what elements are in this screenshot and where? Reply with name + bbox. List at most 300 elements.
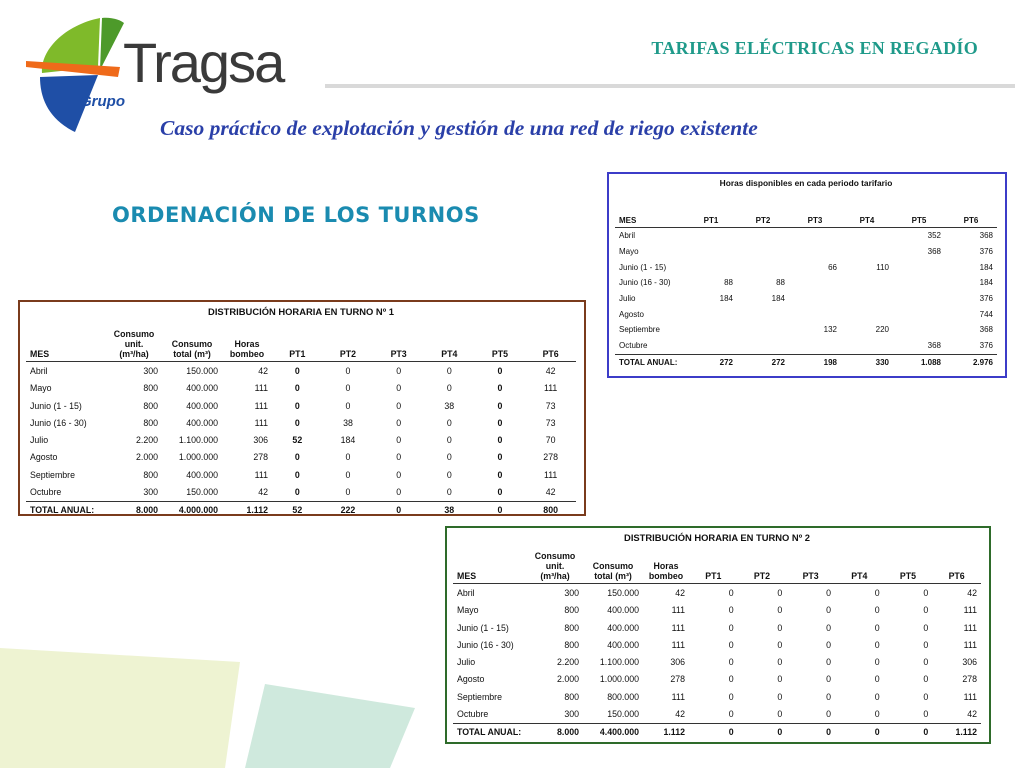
table-cell: 0 <box>497 435 503 446</box>
data-table <box>453 551 981 741</box>
column-header: Consumo total (m³) <box>592 561 634 582</box>
table-cell <box>737 306 789 322</box>
table-cell: 0 <box>728 587 734 598</box>
table-cell: 52 <box>292 435 303 446</box>
table-cell: 272 <box>719 357 733 367</box>
table-cell: 400.000 <box>186 469 218 480</box>
table-cell: 88 <box>724 278 733 288</box>
table-cell <box>685 228 737 244</box>
table-cell: 52 <box>292 505 303 516</box>
table-row <box>615 244 997 260</box>
table-cell: 2.000 <box>556 674 579 685</box>
row-label: Septiembre <box>30 469 75 480</box>
table-cell: 0 <box>874 727 880 738</box>
table-cell: 111 <box>671 605 685 616</box>
table-cell: 0 <box>497 469 503 480</box>
table-cell: 150.000 <box>607 709 639 720</box>
table-cell: 278 <box>962 674 977 685</box>
table-cell: 222 <box>340 505 356 516</box>
column-header: Consumo total (m³) <box>171 339 213 360</box>
table-cell <box>737 322 789 338</box>
table-caption: DISTRIBUCIÓN HORARIA EN TURNO Nº 1 <box>208 306 394 317</box>
table-cell: 0 <box>728 691 734 702</box>
table-row <box>615 259 997 275</box>
column-header: PT5 <box>911 215 927 225</box>
table-cell: 272 <box>771 357 785 367</box>
table-cell: 111 <box>254 417 268 428</box>
table-cell: 0 <box>777 691 783 702</box>
table-row <box>26 380 576 397</box>
table-cell: 0 <box>826 709 831 720</box>
column-header: PT6 <box>963 215 979 225</box>
table-cell: 4.000.000 <box>178 505 218 516</box>
row-label: Septiembre <box>457 691 502 702</box>
table-cell: 0 <box>497 365 503 376</box>
table-cell: 1.000.000 <box>599 674 639 685</box>
column-header: MES <box>457 571 477 582</box>
table-cell: 376 <box>979 341 993 351</box>
table-cell: 0 <box>294 417 300 428</box>
table-cell: 368 <box>979 325 993 335</box>
table-cell: 0 <box>826 622 831 633</box>
table-cell <box>789 275 841 291</box>
table-cell: 0 <box>826 639 831 650</box>
table-cell: 0 <box>777 727 783 738</box>
table-cell: 0 <box>294 383 300 394</box>
column-header: PT1 <box>705 571 722 582</box>
table-cell: 800 <box>543 505 558 516</box>
table-cell: 111 <box>963 622 977 633</box>
table-cell: 0 <box>345 383 351 394</box>
table-cell: 0 <box>728 674 734 685</box>
table-row <box>615 275 997 291</box>
table-cell: 0 <box>923 639 929 650</box>
table-cell: 0 <box>396 365 402 376</box>
column-header: PT1 <box>703 215 719 225</box>
table-cell: 0 <box>497 452 503 463</box>
data-table <box>26 329 576 519</box>
table-cell <box>685 322 737 338</box>
table-cell: 0 <box>728 709 734 720</box>
table-cell: 42 <box>675 587 685 598</box>
table-cell: 0 <box>777 587 783 598</box>
row-label: TOTAL ANUAL: <box>30 505 95 516</box>
column-header: PT6 <box>542 349 559 360</box>
logo-wordmark: Tragsa <box>123 31 284 94</box>
table-turno-1 <box>18 300 586 516</box>
row-label: Junio (16 - 30) <box>619 278 671 288</box>
table-cell: 0 <box>497 400 503 411</box>
column-header: PT2 <box>755 215 771 225</box>
table-cell: 0 <box>874 674 880 685</box>
table-cell <box>841 306 893 322</box>
row-label: Julio <box>30 435 49 446</box>
table-cell: 2.000 <box>135 452 158 463</box>
table-cell: 400.000 <box>186 400 218 411</box>
table-cell: 368 <box>979 231 993 241</box>
table-cell: 111 <box>254 469 268 480</box>
table-row <box>615 338 997 354</box>
row-label: Mayo <box>457 605 479 616</box>
table-cell: 0 <box>446 435 452 446</box>
table-cell: 2.200 <box>556 657 579 668</box>
table-cell: 0 <box>497 383 503 394</box>
column-header: MES <box>30 349 50 360</box>
table-cell: 278 <box>670 674 685 685</box>
table-cell: 0 <box>396 487 402 498</box>
table-cell <box>737 259 789 275</box>
table-cell: 0 <box>874 639 880 650</box>
table-cell: 278 <box>253 452 268 463</box>
table-cell: 306 <box>253 435 268 446</box>
table-cell: 0 <box>874 587 880 598</box>
table-row <box>615 228 997 244</box>
row-label: Mayo <box>619 247 639 257</box>
table-cell: 0 <box>446 383 452 394</box>
table-cell: 111 <box>671 622 685 633</box>
table-cell: 8.000 <box>556 727 579 738</box>
table-row <box>615 291 997 307</box>
table-cell: 1.100.000 <box>599 657 639 668</box>
table-cell: 352 <box>927 231 941 241</box>
table-row <box>453 619 981 636</box>
table-cell: 0 <box>294 452 300 463</box>
row-label: Junio (16 - 30) <box>30 417 87 428</box>
row-label: Agosto <box>457 674 485 685</box>
table-cell: 4.400.000 <box>599 727 639 738</box>
table-row <box>453 671 981 688</box>
column-header: PT3 <box>807 215 823 225</box>
table-row <box>453 602 981 619</box>
table-cell: 300 <box>564 709 579 720</box>
row-label: Octubre <box>457 709 489 720</box>
row-label: Octubre <box>30 487 62 498</box>
table-cell: 800 <box>143 469 158 480</box>
table-cell <box>841 338 893 354</box>
table-cell: 0 <box>345 400 351 411</box>
table-cell: 111 <box>254 383 268 394</box>
table-cell: 88 <box>776 278 785 288</box>
table-cell: 150.000 <box>186 365 218 376</box>
table-cell: 0 <box>874 657 880 668</box>
table-cell: 0 <box>345 487 351 498</box>
table-cell: 150.000 <box>607 587 639 598</box>
bg-mint-shape <box>245 684 415 768</box>
table-cell <box>737 244 789 260</box>
column-header: PT4 <box>441 349 458 360</box>
table-cell: 38 <box>444 505 455 516</box>
table-cell: 0 <box>396 400 402 411</box>
table-cell: 0 <box>446 365 452 376</box>
table-cell: 0 <box>874 709 880 720</box>
table-cell: 800 <box>564 639 579 650</box>
table-cell: 368 <box>927 247 941 257</box>
table-cell: 0 <box>345 452 351 463</box>
table-cell: 111 <box>963 639 977 650</box>
table-cell: 300 <box>143 365 158 376</box>
column-header: Horas bombeo <box>648 561 684 582</box>
row-label: Julio <box>457 657 476 668</box>
table-row <box>453 584 981 602</box>
table-header-row <box>26 329 576 362</box>
table-cell: 0 <box>923 605 929 616</box>
table-cell: 150.000 <box>186 487 218 498</box>
table-cell: 0 <box>396 469 402 480</box>
table-cell <box>841 275 893 291</box>
table-cell: 184 <box>979 278 993 288</box>
table-cell: 0 <box>446 452 452 463</box>
row-label: Mayo <box>30 383 52 394</box>
table-cell: 0 <box>874 691 880 702</box>
table-cell: 111 <box>543 383 558 394</box>
table-cell: 111 <box>963 605 977 616</box>
table-cell: 220 <box>875 325 889 335</box>
table-cell: 0 <box>396 383 402 394</box>
table-cell <box>685 259 737 275</box>
table-cell: 73 <box>545 417 556 428</box>
column-header: Consumo unit. (m³/ha) <box>534 551 576 582</box>
table-cell <box>841 291 893 307</box>
table-row <box>615 322 997 338</box>
table-cell: 744 <box>979 309 993 319</box>
table-cell: 110 <box>876 262 889 272</box>
column-header: PT3 <box>802 571 819 582</box>
table-cell: 0 <box>826 657 831 668</box>
table-cell: 368 <box>927 341 941 351</box>
table-cell: 132 <box>823 325 837 335</box>
table-cell: 0 <box>446 487 452 498</box>
table-cell: 0 <box>777 657 783 668</box>
table-cell: 0 <box>446 469 452 480</box>
column-header: PT3 <box>390 349 407 360</box>
table-cell: 0 <box>923 674 929 685</box>
data-table <box>615 214 997 370</box>
table-cell: 0 <box>874 622 880 633</box>
table-cell <box>789 228 841 244</box>
table-cell: 376 <box>979 247 993 257</box>
table-row <box>453 654 981 671</box>
table-cell: 2.976 <box>972 357 993 367</box>
table-cell: 0 <box>874 605 880 616</box>
table-cell: 38 <box>444 400 455 411</box>
table-cell: 400.000 <box>186 383 218 394</box>
table-cell: 0 <box>497 417 503 428</box>
table-row <box>26 362 576 380</box>
table-cell: 0 <box>294 487 300 498</box>
table-cell: 42 <box>545 365 556 376</box>
table-cell: 400.000 <box>607 639 639 650</box>
table-row <box>615 306 997 322</box>
row-label: Abril <box>619 231 636 241</box>
table-cell: 0 <box>777 605 783 616</box>
table-cell: 184 <box>719 294 733 304</box>
table-cell: 111 <box>671 639 685 650</box>
table-cell: 400.000 <box>186 417 218 428</box>
table-cell: 0 <box>728 605 734 616</box>
table-cell: 800 <box>564 605 579 616</box>
table-cell: 1.112 <box>663 727 685 738</box>
table-cell: 42 <box>967 587 977 598</box>
table-cell: 184 <box>771 294 785 304</box>
column-header: Consumo unit. (m³/ha) <box>113 329 155 360</box>
table-header-row <box>453 551 981 584</box>
total-row <box>615 354 997 370</box>
table-row <box>453 688 981 705</box>
table-cell: 0 <box>923 691 929 702</box>
table-cell: 278 <box>543 452 558 463</box>
column-header: PT4 <box>851 571 868 582</box>
table-cell: 330 <box>875 357 889 367</box>
table-header-row <box>615 214 997 228</box>
row-label: Julio <box>619 294 636 304</box>
table-turno-2 <box>445 526 991 744</box>
table-cell: 0 <box>826 691 831 702</box>
logo-group-label: Grupo <box>80 93 125 110</box>
table-cell: 1.000.000 <box>178 452 218 463</box>
row-label: Septiembre <box>619 325 660 335</box>
table-row <box>453 636 981 653</box>
table-cell: 800.000 <box>607 691 639 702</box>
table-cell: 0 <box>345 469 351 480</box>
table-cell <box>789 338 841 354</box>
table-cell: 0 <box>728 622 734 633</box>
table-cell: 42 <box>258 487 268 498</box>
table-row <box>26 449 576 466</box>
row-label: Agosto <box>30 452 58 463</box>
table-cell: 0 <box>923 709 929 720</box>
table-row <box>26 483 576 501</box>
table-cell: 42 <box>967 709 977 720</box>
table-cell: 1.112 <box>246 505 268 516</box>
header-title: TARIFAS ELÉCTRICAS EN REGADÍO <box>651 38 978 58</box>
table-cell: 1.088 <box>920 357 941 367</box>
row-label: Abril <box>30 365 48 376</box>
table-cell <box>893 259 945 275</box>
table-cell: 111 <box>963 691 977 702</box>
logo-mark-icon <box>20 15 130 135</box>
table-cell: 0 <box>446 417 452 428</box>
table-cell: 0 <box>396 452 402 463</box>
table-cell <box>685 244 737 260</box>
table-cell: 0 <box>923 727 929 738</box>
table-cell: 800 <box>143 383 158 394</box>
page-subtitle: Caso práctico de explotación y gestión de una red de riego existente <box>160 116 758 140</box>
table-cell: 0 <box>826 587 831 598</box>
table-cell: 2.200 <box>135 435 158 446</box>
row-label: Octubre <box>619 341 648 351</box>
table-caption: Horas disponibles en cada periodo tarifario <box>719 178 893 188</box>
table-cell <box>893 291 945 307</box>
table-cell: 0 <box>396 417 402 428</box>
table-cell <box>737 228 789 244</box>
table-cell: 300 <box>143 487 158 498</box>
table-row <box>26 414 576 431</box>
column-header: PT5 <box>491 349 509 360</box>
row-label: TOTAL ANUAL: <box>457 727 522 738</box>
table-cell: 42 <box>258 365 268 376</box>
table-cell: 0 <box>923 587 929 598</box>
table-horas-disponibles <box>607 172 1007 378</box>
column-header: PT4 <box>859 215 875 225</box>
table-cell: 184 <box>340 435 356 446</box>
table-cell <box>841 244 893 260</box>
total-row <box>26 501 576 519</box>
table-row <box>26 466 576 483</box>
table-cell: 0 <box>728 639 734 650</box>
column-header: PT5 <box>899 571 917 582</box>
column-header: PT2 <box>753 571 771 582</box>
row-label: Junio (16 - 30) <box>457 639 514 650</box>
table-row <box>26 397 576 414</box>
table-cell: 0 <box>777 674 783 685</box>
table-cell: 0 <box>728 727 734 738</box>
table-cell: 0 <box>396 505 402 516</box>
table-cell: 0 <box>497 505 503 516</box>
table-cell <box>893 275 945 291</box>
table-cell <box>841 228 893 244</box>
table-cell <box>893 322 945 338</box>
table-cell: 111 <box>543 469 558 480</box>
table-row <box>453 705 981 723</box>
column-header: Horas bombeo <box>229 339 265 360</box>
table-cell: 0 <box>923 622 929 633</box>
bg-lime-shape <box>0 648 240 768</box>
row-label: Junio (1 - 15) <box>30 400 82 411</box>
table-cell: 0 <box>923 657 929 668</box>
table-cell: 400.000 <box>607 622 639 633</box>
table-cell <box>685 338 737 354</box>
table-cell: 0 <box>345 365 351 376</box>
table-cell: 0 <box>294 469 300 480</box>
table-row <box>26 432 576 449</box>
row-label: TOTAL ANUAL: <box>619 357 678 367</box>
row-label: Agosto <box>619 309 644 319</box>
table-cell: 800 <box>143 400 158 411</box>
table-cell: 184 <box>979 262 993 272</box>
table-cell <box>737 338 789 354</box>
table-cell: 800 <box>143 417 158 428</box>
table-cell: 70 <box>545 435 556 446</box>
table-cell: 0 <box>826 674 831 685</box>
table-cell: 0 <box>294 400 300 411</box>
table-cell: 42 <box>675 709 685 720</box>
table-cell: 800 <box>564 691 579 702</box>
column-header: PT6 <box>948 571 965 582</box>
table-cell: 0 <box>777 709 783 720</box>
table-cell: 306 <box>670 657 685 668</box>
table-caption: DISTRIBUCIÓN HORARIA EN TURNO Nº 2 <box>624 532 810 543</box>
table-cell: 0 <box>497 487 503 498</box>
table-cell <box>789 306 841 322</box>
table-cell: 42 <box>545 487 556 498</box>
column-header: PT1 <box>289 349 306 360</box>
table-cell: 1.112 <box>955 727 977 738</box>
table-cell: 111 <box>254 400 268 411</box>
total-row <box>453 723 981 741</box>
row-label: Abril <box>457 587 475 598</box>
row-label: Junio (1 - 15) <box>457 622 509 633</box>
table-cell: 0 <box>728 657 734 668</box>
table-cell: 800 <box>564 622 579 633</box>
table-cell: 0 <box>396 435 402 446</box>
row-label: Junio (1 - 15) <box>619 262 667 272</box>
column-header: MES <box>619 215 637 225</box>
table-cell <box>685 306 737 322</box>
table-cell <box>789 244 841 260</box>
table-cell: 0 <box>826 605 831 616</box>
table-cell: 306 <box>962 657 977 668</box>
table-cell: 198 <box>823 357 837 367</box>
